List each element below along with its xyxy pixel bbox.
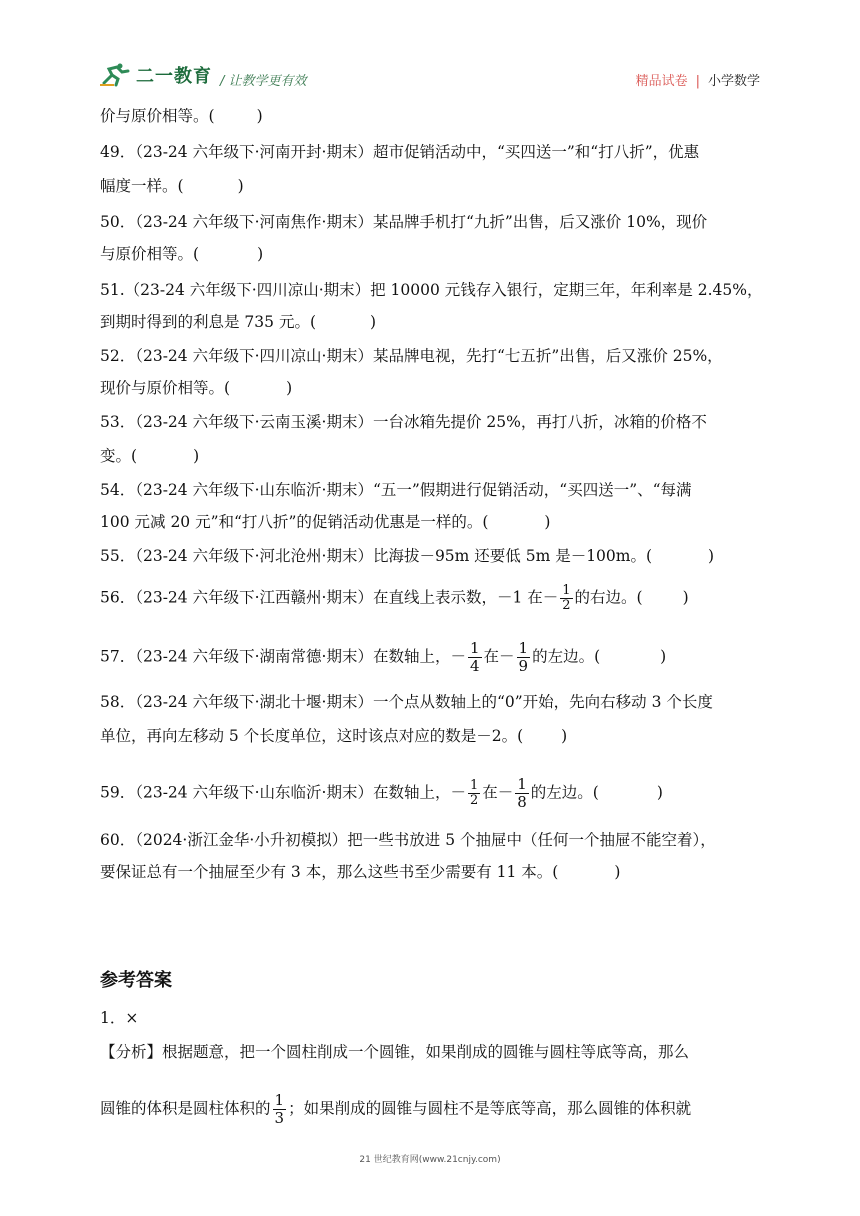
subject-label: 小学数学 [707, 74, 760, 89]
header-separator: | [695, 74, 700, 89]
fraction: $\frac{1}{9}$ [518, 639, 529, 675]
question-52-line1: 52．（23-24 六年级下·四川凉山·期末）某品牌电视，先打“七五折”出售，后又涨价 25%， [100, 347, 723, 365]
question-50-line2: 与原价相等。( ) [100, 245, 264, 263]
question-54-line2: 100 元减 20 元”和“打八折”的促销活动优惠是一样的。( ) [100, 513, 551, 531]
fraction: $\frac{1}{3}$ [274, 1091, 285, 1127]
logo [100, 62, 212, 88]
question-57: 57．（23-24 六年级下·湖南常德·期末）在数轴上，－ $\frac{1}{4}$ 在－ $\frac{1}{9}$ 的左边。( ) [100, 639, 667, 675]
quality-badge: 精品试卷 [635, 74, 688, 89]
question-52-line2: 现价与原价相等。( ) [100, 379, 293, 397]
question-58-line2: 单位，再向左移动 5 个长度单位，这时该点对应的数是－2。( ) [100, 727, 568, 745]
fraction: $\frac{1}{4}$ [469, 639, 480, 675]
page-footer: 21 世纪教育网(www.21cnjy.com) [359, 1155, 501, 1165]
question-60-line1: 60．（2024·浙江金华·小升初模拟）把一些书放进 5 个抽屉中（任何一个抽屉不能空着）， [100, 831, 716, 849]
question-58-line1: 58．（23-24 六年级下·湖北十堰·期末）一个点从数轴上的“0”开始，先向右移动 3 个长度 [100, 693, 713, 711]
question-54-line1: 54．（23-24 六年级下·山东临沂·期末）“五一”假期进行促销活动，“买四送一”、“每满 [100, 481, 692, 499]
question-56: 56．（23-24 六年级下·江西赣州·期末）在直线上表示数，－1 在－ $\frac{1}{2}$ 的右边。( ) [100, 583, 689, 613]
fraction: $\frac{1}{8}$ [517, 775, 527, 811]
question-51-line2: 到期时得到的利息是 735 元。( ) [100, 313, 377, 331]
question-51-line1: 51.（23-24 六年级下·四川凉山·期末）把 10000 元钱存入银行，定期三年，年利率是 2.45%， [100, 281, 763, 299]
page-header [100, 52, 760, 92]
answer-analysis-line2: 圆锥的体积是圆柱体积的 $\frac{1}{3}$ ；如果削成的圆锥与圆柱不是等底等高，那么圆锥的体积就 [100, 1091, 692, 1127]
question-55: 55．（23-24 六年级下·河北沧州·期末）比海拔－95m 还要低 5m 是－100m。( ) [100, 547, 715, 565]
answer-1: 1．× [100, 1009, 139, 1027]
question-49-line1: 49．（23-24 六年级下·河南开封·期末）超市促销活动中，“买四送一”和“打八折”，优惠 [100, 143, 700, 161]
answer-analysis-line1: 【分析】根据题意，把一个圆柱削成一个圆锥，如果削成的圆锥与圆柱等底等高，那么 [100, 1043, 690, 1061]
question-49-line2: 幅度一样。( ) [100, 177, 244, 195]
question-50-line1: 50．（23-24 六年级下·河南焦作·期末）某品牌手机打“九折”出售，后又涨价 10%，现价 [100, 213, 708, 231]
slogan: / 让教学更有效 [220, 74, 307, 89]
question-60-line2: 要保证总有一个抽屉至少有 3 本，那么这些书至少需要有 11 本。( ) [100, 863, 621, 881]
answers-title: 参考答案 [100, 970, 172, 991]
header-right [636, 70, 760, 89]
fraction: $\frac{1}{2}$ [562, 583, 571, 613]
runner-logo-icon [100, 63, 134, 87]
question-59: 59．（23-24 六年级下·山东临沂·期末）在数轴上，－ $\frac{1}{2}$ 在－ $\frac{1}{8}$ 的左边。( ) [100, 775, 663, 811]
question-48-tail: 价与原价相等。( ) [100, 107, 263, 125]
fraction: $\frac{1}{2}$ [469, 778, 479, 808]
logo-text: 二一教育 [136, 66, 212, 87]
question-53-line2: 变。( ) [100, 447, 200, 465]
question-53-line1: 53．（23-24 六年级下·云南玉溪·期末）一台冰箱先提价 25%，再打八折，冰箱的价格不 [100, 413, 707, 431]
